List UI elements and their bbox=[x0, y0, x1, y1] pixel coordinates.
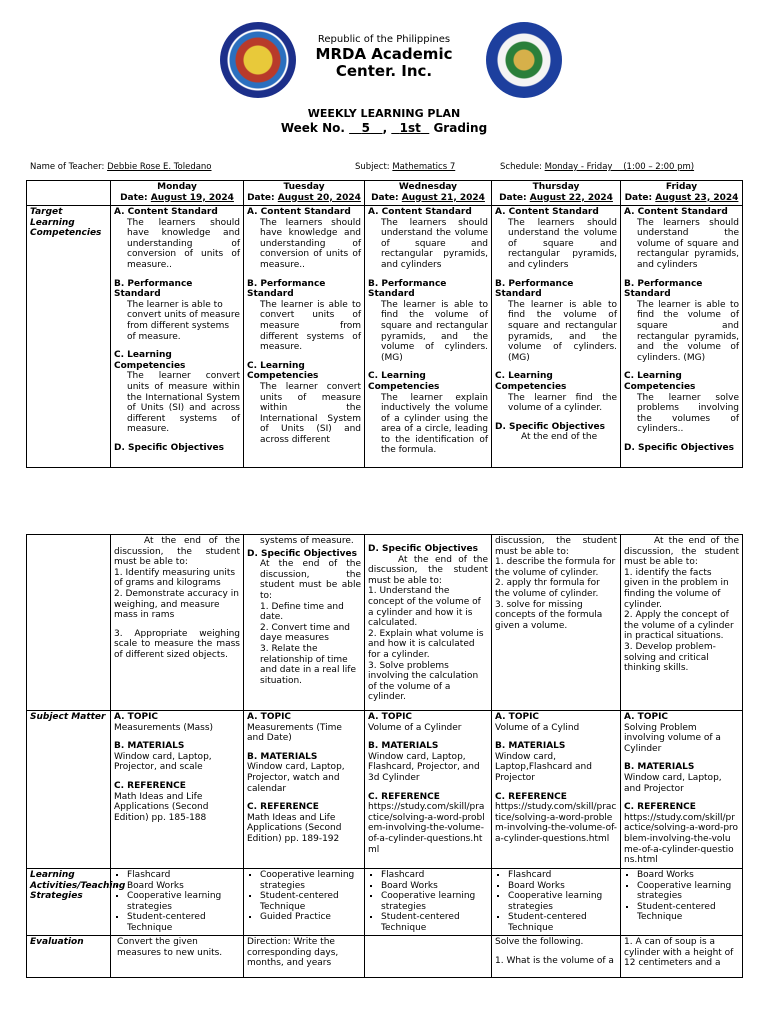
row-header-evaluation: Evaluation bbox=[27, 936, 111, 978]
target-friday: A. Content Standard The learners should understand the volume of square and rectangular pyramids, and cylinders B. Performance Standard The learner is able to find the volume of square and rectangular pyramids, and the volume of cylinders. (MG) C. Learning Competencies The learner solve problems involving the volumes of cylinders.. D. Specific Objectives bbox=[621, 206, 743, 468]
school-name-line1: MRDA Academic bbox=[315, 45, 453, 63]
plan-title: WEEKLY LEARNING PLAN bbox=[307, 107, 461, 120]
week-number: 5 bbox=[361, 121, 371, 135]
activities-thursday: ▪ Flashcard ▪ Board Works ▪ Cooperative learning strategies ▪ Student-centered Technique bbox=[492, 869, 621, 936]
target-thursday: A. Content Standard The learners should understand the volume of square and rectangular pyramids, and cylinders B. Performance Standard The learner is able to find the volume of square and rectangular pyramids, and the volume of cylinders. (MG) C. Learning Competencies The learner find the volume of a cylinder. D. Specific Objectives At the end of the bbox=[492, 206, 621, 468]
schedule-value: Monday - Friday (1:00 – 2:00 pm) bbox=[544, 162, 695, 172]
grading-value: 1st bbox=[399, 121, 421, 135]
activities-monday: ▪ Flashcard ▪ Board Works ▪ Cooperative learning strategies ▪ Student-centered Technique bbox=[111, 869, 244, 936]
plan-table-page1 bbox=[26, 180, 743, 468]
week-grading-line: Week No. 5 , 1st Grading bbox=[280, 121, 488, 135]
teacher-info bbox=[30, 162, 303, 172]
teacher-value: Debbie Rose E. Toledano bbox=[107, 162, 212, 172]
corner-cell bbox=[27, 181, 111, 206]
day-header-thursday: Thursday Date: August 22, 2024 bbox=[492, 181, 621, 206]
row-header-subject-matter: Subject Matter bbox=[27, 711, 111, 869]
evaluation-tuesday: Direction: Write the corresponding days, months, and years bbox=[244, 936, 365, 978]
subject-thursday: A. TOPIC Volume of a Cylind B. MATERIALS Window card, Laptop,Flashcard and Projector C. REFERENCE https://study.com/skill/practice/solving-a-word-problem-involving-the-volume-of-a-cylinder-questions.html bbox=[492, 711, 621, 869]
row-header-learning-activities: Learning Activities/Teaching Strategies bbox=[27, 869, 111, 936]
schedule-info bbox=[500, 162, 694, 172]
teacher-label: Name of Teacher: bbox=[30, 162, 105, 172]
day-header-monday: Monday Date: August 19, 2024 bbox=[111, 181, 244, 206]
day-header-wednesday: Wednesday Date: August 21, 2024 bbox=[365, 181, 492, 206]
subject-info bbox=[355, 162, 470, 172]
target-monday: A. Content Standard The learners should have knowledge and understanding of conversion of units of measure.. B. Performance Standard The learner is able to convert units of measure from different systems of measure. C. Learning Competencies The learner convert units of measure within the International System of Units (SI) and across different systems of measure. D. Specific Objectives bbox=[111, 206, 244, 468]
day-header-friday: Friday Date: August 23, 2024 bbox=[621, 181, 743, 206]
grading-label: Grading bbox=[433, 121, 488, 135]
subject-value: Mathematics 7 bbox=[392, 162, 456, 172]
activities-friday: ▪ Board Works ▪ Cooperative learning strategies ▪ Student-centered Technique bbox=[621, 869, 743, 936]
evaluation-friday: 1. A can of soup is a cylinder with a height of 12 centimeters and a bbox=[621, 936, 743, 978]
school-name-line2: Center. Inc. bbox=[335, 62, 433, 80]
objectives-tuesday: systems of measure. D. Specific Objectives At the end of the discussion, the student must be able to: 1. Define time and date. 2. Convert time and daye measures 3. Relate the relationship of time and date in a real life situation. bbox=[244, 535, 365, 711]
subject-label: Subject: bbox=[355, 162, 390, 172]
objectives-wednesday: D. Specific Objectives At the end of the discussion, the student must be able to: 1. Understand the concept of the volume of a cylinder and how it is calculated. 2. Explain what volume is and how it is calculated for a cylinder. 3. Solve problems involving the calculation of the volume of a cylinder. bbox=[365, 535, 492, 711]
republic-line: Republic of the Philippines bbox=[317, 34, 451, 45]
objectives-monday: At the end of the discussion, the student must be able to: 1. Identify measuring units of grams and kilograms 2. Demonstrate accuracy in weighing, and measure mass in rams 3. Appropriate weighing scale to measure the mass of different sized objects. bbox=[111, 535, 244, 711]
activities-tuesday: ▪ Cooperative learning strategies ▪ Student-centered Technique ▪ Guided Practice bbox=[244, 869, 365, 936]
objectives-thursday: discussion, the student must be able to: 1. describe the formula for the volume of cylinder. 2. apply thr formula for the volume of cylinder. 3. solve for missing concepts of the formula given a volume. bbox=[492, 535, 621, 711]
week-label: Week No. bbox=[280, 121, 345, 135]
subject-wednesday: A. TOPIC Volume of a Cylinder B. MATERIALS Window card, Laptop, Flashcard, Projector, and 3d Cylinder C. REFERENCE https://study.com/skill/practice/solving-a-word-problem-involving-the-volume-of-a-cylinder-questions.html bbox=[365, 711, 492, 869]
target-wednesday: A. Content Standard The learners should understand the volume of square and rectangular pyramids, and cylinders B. Performance Standard The learner is able to find the volume of square and rectangular pyramids, and the volume of cylinders. (MG) C. Learning Competencies The learner explain inductively the volume of a cylinder using the area of a circle, leading to the identification of the formula. bbox=[365, 206, 492, 468]
objectives-friday: At the end of the discussion, the student must be able to: 1. identify the facts given in the problem in finding the volume of cylinder. 2. Apply the concept of the volume of a cylinder in practical situations. 3. Develop problem-solving and critical thinking skills. bbox=[621, 535, 743, 711]
day-header-tuesday: Tuesday Date: August 20, 2024 bbox=[244, 181, 365, 206]
objectives-row-header bbox=[27, 535, 111, 711]
subject-friday: A. TOPIC Solving Problem involving volume of a Cylinder B. MATERIALS Window card, Laptop, and Projector C. REFERENCE https://study.com/skill/practice/solving-a-word-problem-involving-the-volume-of-a-cylinder-questions.html bbox=[621, 711, 743, 869]
target-tuesday: A. Content Standard The learners should have knowledge and understanding of conversion of units of measure.. B. Performance Standard The learner is able to convert units of measure from different systems of measure. C. Learning Competencies The learner convert units of measure within the International System of Units (SI) and across different bbox=[244, 206, 365, 468]
evaluation-thursday: Solve the following. 1. What is the volume of a bbox=[492, 936, 621, 978]
row-header-target: Target Learning Competencies bbox=[27, 206, 111, 468]
activities-wednesday: ▪ Flashcard ▪ Board Works ▪ Cooperative learning strategies ▪ Student-centered Technique bbox=[365, 869, 492, 936]
subject-tuesday: A. TOPIC Measurements (Time and Date) B. MATERIALS Window card, Laptop, Projector, watch and calendar C. REFERENCE Math Ideas and Life Applications (Second Edition) pp. 189-192 bbox=[244, 711, 365, 869]
evaluation-wednesday bbox=[365, 936, 492, 978]
subject-monday: A. TOPIC Measurements (Mass) B. MATERIALS Window card, Laptop, Projector, and scale C. REFERENCE Math Ideas and Life Applications (Second Edition) pp. 185-188 bbox=[111, 711, 244, 869]
schedule-label: Schedule: bbox=[500, 162, 542, 172]
evaluation-monday: Convert the given measures to new units. bbox=[111, 936, 244, 978]
plan-table-page2 bbox=[26, 534, 743, 978]
